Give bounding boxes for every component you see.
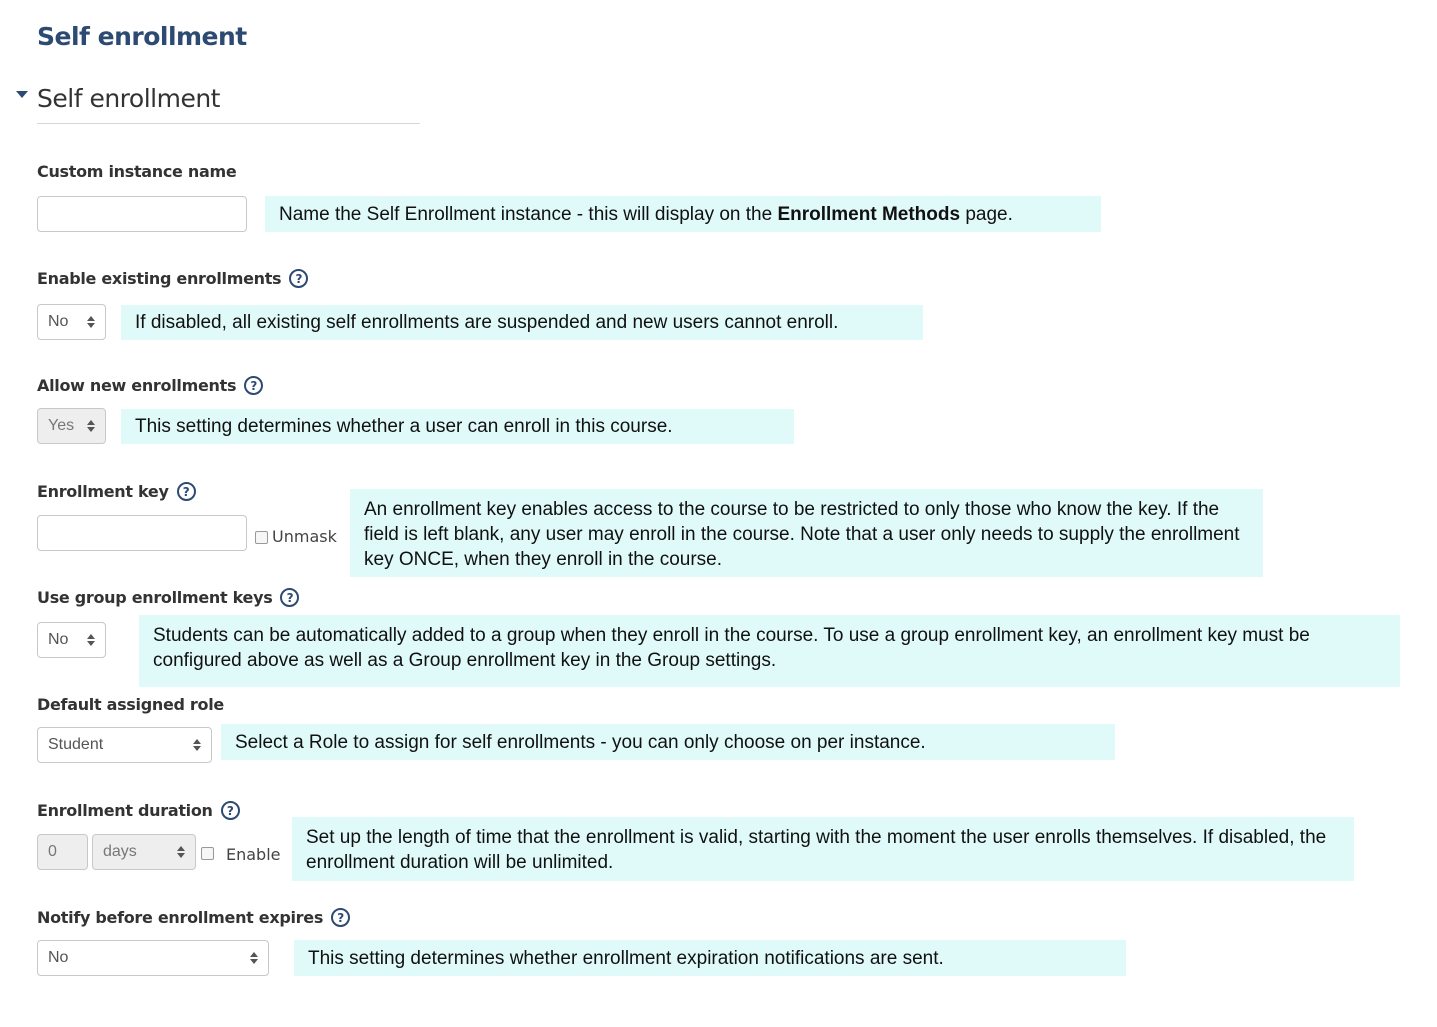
section-title[interactable]: Self enrollment [37, 84, 420, 124]
enable-existing-label-text: Enable existing enrollments [37, 269, 282, 288]
help-icon[interactable]: ? [177, 482, 196, 501]
enrollment-key-input[interactable] [37, 515, 247, 551]
unmask-checkbox[interactable] [255, 531, 268, 544]
allow-new-note: This setting determines whether a user can enroll in this course. [121, 409, 794, 444]
allow-new-label-text: Allow new enrollments [37, 376, 237, 395]
enrollment-key-note: An enrollment key enables access to the course to be restricted to only those who know the key. If the field is left blank, any user may enroll in the course. Note that a user only needs to supply the enrollment key ONCE, when they enroll in the course. [350, 489, 1263, 577]
notify-select[interactable] [37, 940, 269, 976]
custom-name-label-text: Custom instance name [37, 162, 237, 181]
help-icon[interactable]: ? [331, 908, 350, 927]
notify-value: No [48, 949, 69, 966]
help-icon[interactable]: ? [221, 801, 240, 820]
default-role-label-text: Default assigned role [37, 695, 224, 714]
select-arrows-icon [193, 739, 201, 751]
custom-name-note [265, 196, 1101, 232]
duration-enable-label: Enable [226, 845, 281, 864]
duration-unit-value: days [103, 843, 137, 860]
duration-label-text: Enrollment duration [37, 801, 213, 820]
allow-new-select[interactable] [37, 408, 106, 444]
duration-note: Set up the length of time that the enrollment is valid, starting with the moment the user enrolls themselves. If disabled, the enrollment duration will be unlimited. [292, 817, 1354, 881]
duration-label [37, 801, 240, 820]
notify-label [37, 908, 350, 927]
default-role-select[interactable] [37, 727, 212, 763]
enrollment-key-label-text: Enrollment key [37, 482, 169, 501]
enable-existing-note: If disabled, all existing self enrollments are suspended and new users cannot enroll. [121, 305, 923, 340]
note-text-bold: Enrollment Methods [777, 203, 961, 225]
duration-number-input[interactable]: 0 [37, 834, 88, 870]
select-arrows-icon [87, 316, 95, 328]
duration-enable-checkbox[interactable] [201, 847, 214, 860]
allow-new-label [37, 376, 263, 395]
enable-existing-select[interactable] [37, 304, 106, 340]
note-text-pre: Name the Self Enrollment instance - this will display on the [279, 203, 778, 225]
help-icon[interactable]: ? [289, 269, 308, 288]
note-text-post: page. [960, 203, 1013, 225]
enrollment-key-label [37, 482, 196, 501]
custom-name-label [37, 162, 236, 181]
select-arrows-icon [87, 634, 95, 646]
select-arrows-icon [250, 952, 258, 964]
help-icon[interactable]: ? [280, 588, 299, 607]
custom-name-note-text [279, 202, 1013, 227]
notify-label-text: Notify before enrollment expires [37, 908, 324, 927]
select-arrows-icon [87, 420, 95, 432]
select-arrows-icon [177, 846, 185, 858]
unmask-label: Unmask [272, 527, 337, 546]
duration-unit-select[interactable] [92, 834, 196, 870]
custom-name-input[interactable] [37, 196, 247, 232]
allow-new-value: Yes [48, 417, 75, 434]
default-role-note: Select a Role to assign for self enrollments - you can only choose on per instance. [221, 724, 1115, 760]
default-role-label [37, 695, 224, 714]
notify-note: This setting determines whether enrollment expiration notifications are sent. [294, 940, 1126, 976]
enable-existing-value: No [48, 313, 69, 330]
group-keys-note: Students can be automatically added to a group when they enroll in the course. To use a group enrollment key, an enrollment key must be configured above as well as a Group enrollment key in the Group settings. [139, 615, 1400, 687]
help-icon[interactable]: ? [244, 376, 263, 395]
group-keys-label [37, 588, 299, 607]
group-keys-label-text: Use group enrollment keys [37, 588, 273, 607]
page-title: Self enrollment [37, 22, 247, 51]
group-keys-select[interactable] [37, 622, 106, 658]
caret-down-icon[interactable] [16, 91, 28, 98]
group-keys-value: No [48, 631, 69, 648]
default-role-value: Student [48, 736, 104, 753]
enable-existing-label [37, 269, 308, 288]
